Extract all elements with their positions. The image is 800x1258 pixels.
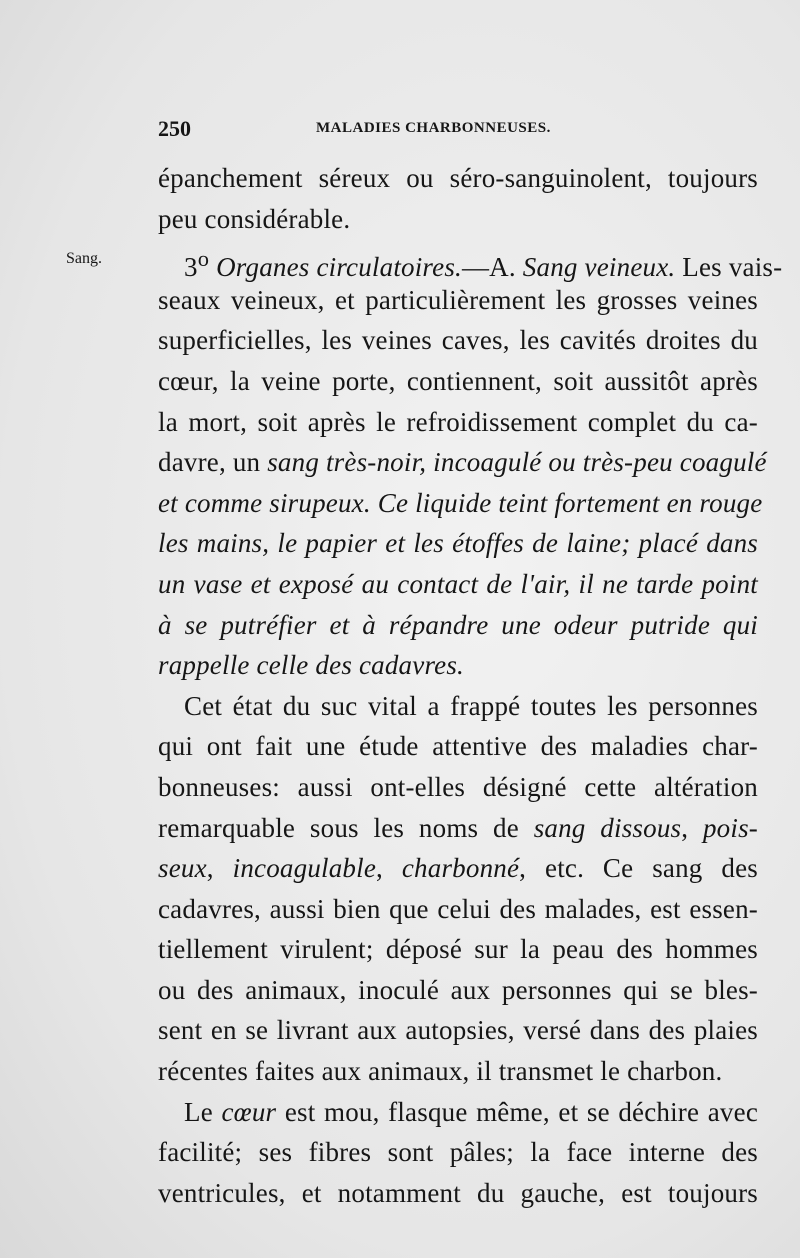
italic-text: et comme sirupeux. Ce liquide teint fortement en rouge [158,487,763,518]
text-segment: ou des animaux, inoculé aux personnes qui se bles- [158,974,758,1005]
text-line [158,199,758,240]
text-line [158,523,758,564]
italic-text: Organes circulatoires. [209,252,462,283]
text-line [158,402,758,443]
text-segment: , [206,853,233,884]
text-line [158,645,758,686]
text-line [158,1092,758,1133]
text-line [158,848,758,889]
text-segment: ventricules, et notamment du gauche, est toujours [158,1177,758,1208]
text-segment: Les vais- [675,252,783,283]
text-segment: Le [184,1096,222,1127]
text-line [158,564,758,605]
text-line [158,442,767,483]
italic-text: un vase et exposé au contact de l'air, il ne tarde point [158,568,758,599]
text-segment: peu considérable. [158,203,351,234]
italic-text: Sang veineux. [522,252,676,283]
text-segment: 3 [184,252,198,283]
italic-text: charbonné [401,853,520,884]
italic-text: incoagulable [232,853,377,884]
text-line [158,726,758,767]
text-line [158,686,758,727]
text-line [158,808,758,849]
text-line [158,239,783,283]
text-segment: Cet état du suc vital a frappé toutes les personnes [184,690,758,721]
text-segment: remarquable sous les noms de [158,812,534,843]
text-segment: , etc. Ce sang des [519,853,759,884]
italic-text: seux [158,853,207,884]
page-header [158,116,758,146]
text-line [158,605,758,646]
italic-text: cœur [221,1096,277,1127]
text-segment: est mou, flasque même, et se déchire avec [276,1096,759,1127]
text-line [158,1173,758,1214]
text-line [158,361,758,402]
text-segment: , [376,853,402,884]
text-line [158,158,758,199]
text-line [158,767,758,808]
text-line [158,320,758,361]
italic-text: pois- [702,812,758,843]
text-line [158,1132,758,1173]
text-segment: sent en se livrant aux autopsies, versé dans des plaies [158,1015,758,1046]
text-segment: épanchement séreux ou séro-sanguinolent, toujours [158,163,758,193]
text-segment: seaux veineux, et particulièrement les grosses veines [158,284,758,315]
text-segment: , [681,812,703,843]
text-segment: cœur, la veine porte, contiennent, soit aussitôt après [158,365,758,396]
text-segment: bonneuses: aussi ont-elles désigné cette altération [158,771,758,802]
text-line [158,1051,758,1092]
text-line [158,929,758,970]
text-segment: récentes faites aux animaux, il transmet le charbon. [158,1056,723,1087]
italic-text: sang très-noir, incoagulé ou très-peu coagulé [267,447,767,478]
italic-text: sang dissous [533,812,682,843]
superscript: o [197,246,210,272]
text-line [158,1010,758,1051]
text-segment: davre, un [158,447,268,478]
italic-text: les mains, le papier et les étoffes de laine; placé dans [158,528,758,559]
text-segment: qui ont fait une étude attentive des maladies char- [158,731,758,762]
text-segment: superficielles, les veines caves, les cavités droites du [158,325,758,356]
text-line [158,970,758,1011]
italic-text: à se putréfier et à répandre une odeur putride qui [158,609,758,640]
text-line [158,889,758,930]
italic-text: rappelle celle des cadavres. [158,650,464,681]
text-segment: tiellement virulent; déposé sur la peau des hommes [158,934,758,965]
page-number: 250 [158,116,191,141]
text-line [158,280,758,321]
text-segment: facilité; ses fibres sont pâles; la face interne des [158,1137,758,1168]
text-segment: cadavres, aussi bien que celui des malades, est essen- [158,893,758,924]
text-segment: la mort, soit après le refroidissement complet du ca- [158,406,758,437]
running-head: MALADIES CHARBONNEUSES. [316,120,551,136]
text-line [158,483,763,524]
margin-note: Sang. [66,250,102,267]
body-text [158,158,783,1213]
text-segment: —A. [461,252,523,283]
